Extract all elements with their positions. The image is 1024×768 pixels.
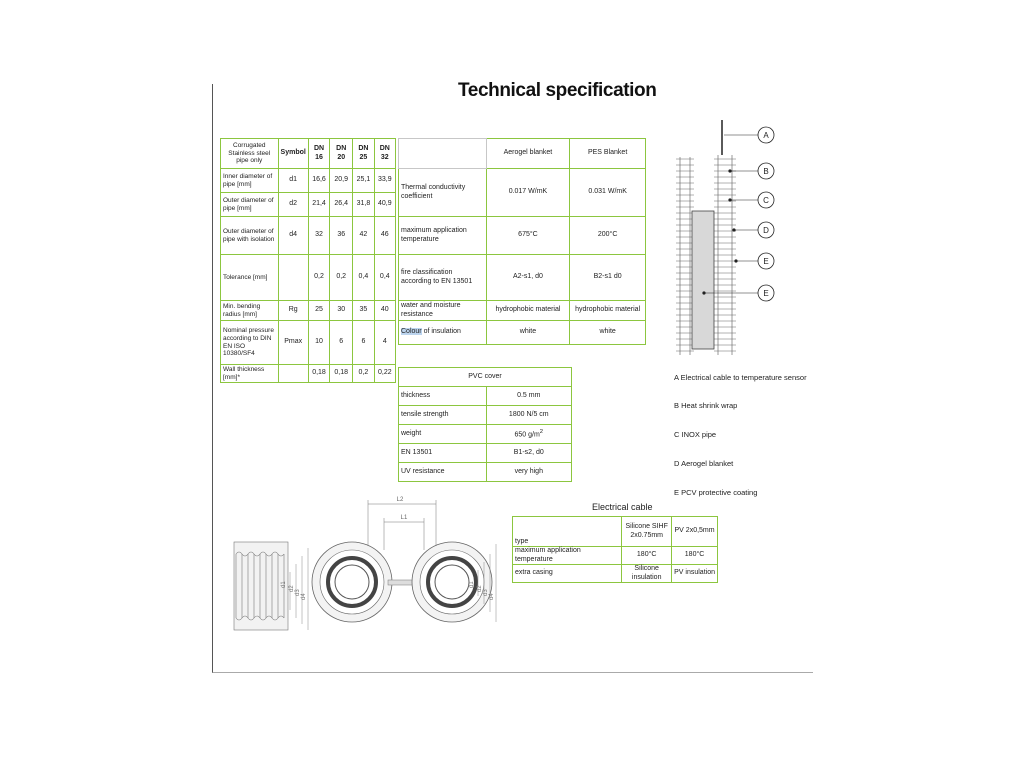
table-row: weight 650 $g/m^2$ [399,425,572,444]
table-row: Min. bending radius [mm] Rg 25 30 35 40 [221,301,396,321]
table-row: UV resistance very high [399,463,572,482]
table-row: tensile strength 1800 N/5 cm [399,406,572,425]
pipe-header-dn20: DN 20 [330,139,353,169]
dim-d4-left: d4 [301,593,307,600]
pipe-side-view [234,542,288,630]
legend-item-e: E PCV protective coating [674,488,758,497]
pvc-header: PVC cover [399,368,572,387]
table-row: Outer diameter of pipe [mm] d2 21,4 26,4 31,8 40,9 [221,193,396,217]
legend-item-a: A Electrical cable to temperature sensor [674,373,807,382]
pipe-section-left [312,542,392,622]
table-row: Colour of insulation white white [399,321,646,345]
dim-d1-right: d1 [469,581,475,588]
callout-b: B [763,167,769,176]
blanket-table [398,138,646,345]
pipe-header-dn16: DN 16 [308,139,329,169]
pipe-spec-table [220,138,396,383]
dim-d3-left: d3 [295,589,301,596]
table-row: Thermal conductivity coefficient 0.017 W/mK 0.031 W/mK [399,169,646,217]
table-row: Outer diameter of pipe with isolation d4 32 36 42 46 [221,217,396,255]
table-row: maximum application temperature 675°C 200°C [399,217,646,255]
pipe-header-dn25: DN 25 [353,139,374,169]
table-row: Nominal pressure according to DIN EN ISO 10380/SF4 Pmax 10 6 6 4 [221,321,396,365]
dim-l1: L1 [400,515,408,521]
electrical-cable-caption: Electrical cable [592,502,653,512]
pipe-header-label: Corrugated Stainless steel pipe only [221,139,279,169]
pipe-cross-section-diagram [660,115,790,360]
callout-e: E [763,257,769,266]
table-row: thickness 0.5 mm [399,387,572,406]
blanket-header-pes: PES Blanket [570,139,646,169]
callout-d: D [763,226,769,235]
callout-e2: E [763,289,769,298]
legend-item-c: C INOX pipe [674,430,717,439]
dim-d3-right: d3 [483,589,489,596]
callout-a: A [763,131,769,140]
callout-c: C [763,196,769,205]
table-row: Inner diameter of pipe [mm] d1 16,6 20,9 25,1 33,9 [221,169,396,193]
table-row: Tolerance [mm] 0,2 0,2 0,4 0,4 [221,255,396,301]
legend-item-b: B Heat shrink wrap [674,401,738,410]
pvc-cover-table [398,367,572,482]
legend-item-d: D Aerogel blanket [674,459,734,468]
page-title: Technical specification [458,80,657,101]
pipe-technical-drawing [228,490,508,650]
electrical-cable-table [512,516,718,583]
table-row: type Silicone SIHF 2x0.75mm PV 2x0,5mm [513,517,718,547]
dim-l2: L2 [396,497,404,503]
dim-d2-left: d2 [289,585,295,592]
table-row: water and moisture resistance hydrophobic material hydrophobic material [399,301,646,321]
dim-d1-left: d1 [281,581,287,588]
pipe-header-dn32: DN 32 [374,139,395,169]
aerogel-blanket-block [692,211,714,349]
table-row: extra casing Silicone insulation PV insulation [513,565,718,583]
table-row: Wall thickness [mm]* 0,18 0,18 0,2 0,22 [221,365,396,383]
blanket-header-aerogel: Aerogel blanket [486,139,570,169]
table-row: EN 13501 B1-s2, d0 [399,444,572,463]
table-row: maximum application temperature 180°C 180°C [513,547,718,565]
pipe-section-right [412,542,492,622]
colour-label: Colour of insulation [399,321,487,345]
dim-d2-right: d2 [477,585,483,592]
pipe-header-symbol: Symbol [278,139,308,169]
table-row: fire classification according to EN 13501 A2-s1, d0 B2-s1 d0 [399,255,646,301]
blanket-header-empty [399,139,487,169]
highlighted-text: Colour [401,328,422,336]
dim-d4-right: d4 [489,593,495,600]
